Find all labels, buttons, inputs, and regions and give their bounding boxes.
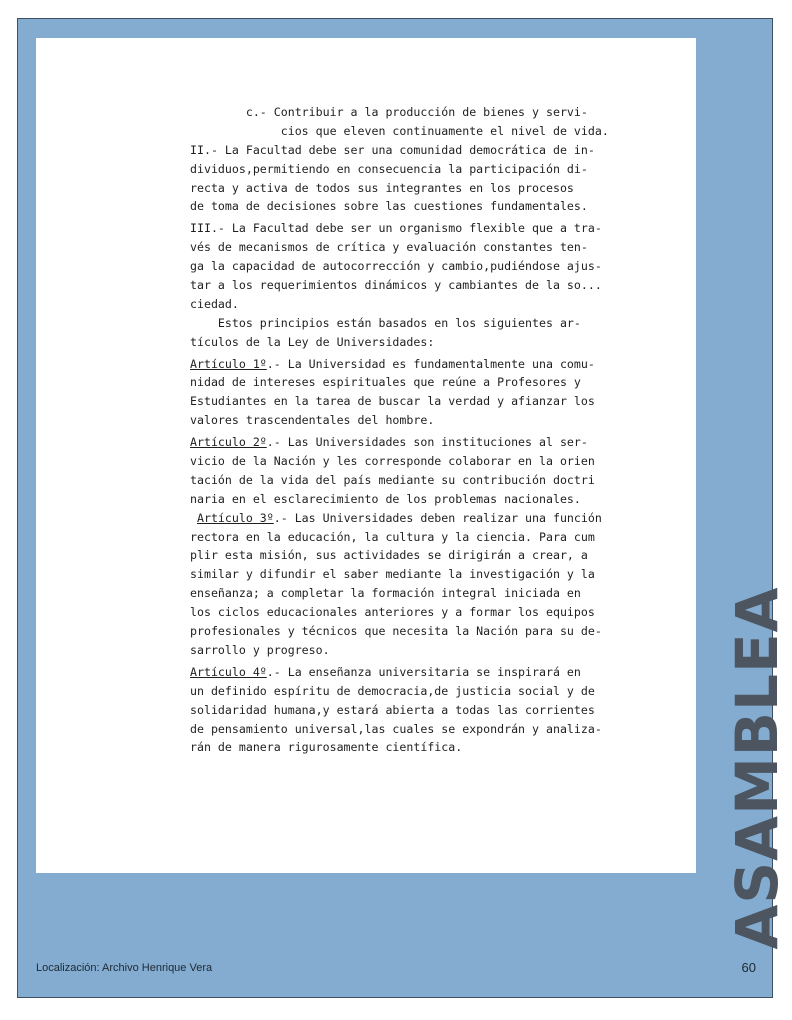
text-line: plir esta misión, sus actividades se dirigirán a crear, a (190, 548, 588, 563)
text-line: vicio de la Nación y les corresponde colaborar en la orien (190, 454, 595, 469)
text-line: profesionales y técnicos que necesita la Nación para su de- (190, 624, 602, 639)
text-line: ciedad. (190, 296, 239, 311)
text-line: de toma de decisiones sobre las cuestiones fundamentales. (190, 199, 588, 214)
article-heading: Artículo 2º (190, 435, 267, 450)
text-line: tículos de la Ley de Universidades: (190, 334, 435, 349)
text-line: .- La Universidad es fundamentalmente una comu- (266, 356, 595, 371)
article-heading: Artículo 3º (196, 510, 274, 525)
article-2 (190, 433, 640, 509)
article-4 (190, 663, 640, 757)
text-line: un definido espíritu de democracia,de justicia social y de (190, 683, 595, 698)
page-number: 60 (741, 960, 756, 975)
text-line: nidad de intereses espirituales que reúne a Profesores y (190, 375, 581, 390)
text-line: Estos principios están basados en los siguientes ar- (190, 315, 581, 330)
text-line: III.- La Facultad debe ser un organismo flexible que a tra- (190, 221, 602, 236)
article-3 (190, 509, 640, 660)
text-line: enseñanza; a completar la formación integral iniciada en (190, 586, 581, 601)
article-heading: Artículo 1º (190, 356, 267, 371)
section-ii (190, 141, 640, 217)
text-line: valores trascendentales del hombre. (190, 413, 435, 428)
item-c (190, 103, 640, 141)
text-line: vés de mecanismos de crítica y evaluación constantes ten- (190, 240, 588, 255)
text-line: recta y activa de todos sus integrantes en los procesos (190, 180, 574, 195)
text-line: .- Las Universidades son instituciones al ser- (266, 435, 588, 450)
text-line: naria en el esclarecimiento de los problemas nacionales. (190, 491, 581, 506)
principles-intro (190, 314, 640, 352)
article-heading: Artículo 4º (190, 664, 267, 679)
text-line: tar a los requerimientos dinámicos y cambiantes de la so... (190, 278, 602, 293)
text-line: Estudiantes en la tarea de buscar la verdad y afianzar los (190, 394, 595, 409)
text-line: c.- Contribuir a la producción de bienes y servi- (190, 105, 588, 119)
text-line: de pensamiento universal,las cuales se expondrán y analiza- (190, 721, 602, 736)
text-line: solidaridad humana,y estará abierta a todas las corrientes (190, 702, 595, 717)
section-iii (190, 219, 640, 313)
text-line: los ciclos educacionales anteriores y a formar los equipos (190, 605, 595, 620)
text-line: dividuos,permitiendo en consecuencia la participación di- (190, 161, 588, 176)
side-title: ASAMBLEA (723, 586, 791, 950)
text-line: cios que eleven continuamente el nivel de vida. (190, 123, 609, 138)
text-line: rectora en la educación, la cultura y la ciencia. Para cum (190, 529, 595, 544)
text-line: .- Las Universidades deben realizar una función (273, 510, 602, 525)
text-line: similar y difundir el saber mediante la investigación y la (190, 567, 595, 582)
text-line: rán de manera rigurosamente científica. (190, 740, 463, 755)
article-1 (190, 355, 640, 431)
text-line: ga la capacidad de autocorrección y cambio,pudiéndose ajus- (190, 259, 602, 274)
text-line: .- La enseñanza universitaria se inspirará en (266, 664, 581, 679)
typewritten-text (190, 103, 640, 757)
text-line: tación de la vida del país mediante su contribución doctri (190, 472, 595, 487)
footer-source: Localización: Archivo Henrique Vera (36, 962, 213, 974)
text-line: sarrollo y progreso. (190, 642, 330, 657)
text-line: II.- La Facultad debe ser una comunidad democrática de in- (190, 142, 595, 157)
